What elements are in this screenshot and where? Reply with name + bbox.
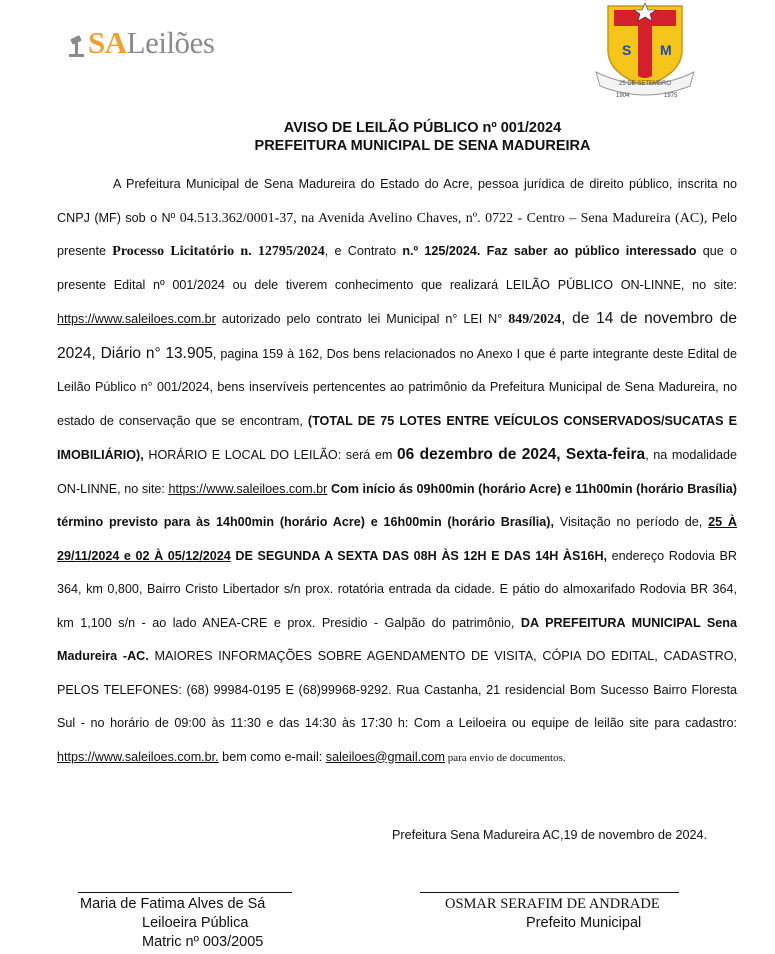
- document-subtitle: PREFEITURA MUNICIPAL DE SENA MADUREIRA: [254, 138, 591, 154]
- site-link-1[interactable]: https://www.saleiloes.com.br: [57, 312, 216, 326]
- signature-line-left: [78, 892, 292, 893]
- crest-letter-m: M: [660, 42, 672, 58]
- crest-year-left: 1904: [616, 93, 630, 99]
- site-link-2[interactable]: https://www.saleiloes.com.br: [168, 481, 328, 496]
- auctioneer-name: Maria de Fatima Alves de Sá: [80, 896, 266, 912]
- email-link[interactable]: saleiloes@gmail.com: [325, 749, 445, 764]
- crest-letter-s: S: [622, 42, 632, 58]
- saleiloes-logo: [68, 18, 214, 58]
- crest-ribbon-text: 25 DE SETEMBRO: [618, 81, 672, 87]
- notice-body: [57, 168, 737, 775]
- mayor-name: OSMAR SERAFIM DE ANDRADE: [445, 896, 660, 912]
- notice-paragraph: A Prefeitura Municipal de Sena Madureira do Estado do Acre, pessoa jurídica de direito público, inscrita no CNPJ (MF) sob o Nº 04.513.362/0001-37, na Avenida Avelino Chaves, nº. 0722 - Centro – Sena Madureira (AC), Pelo presente Processo Licitatório n. 12795/2024, e Contrato n.º 125/2024. Faz saber ao público interessado que o presente Edital nº 001/2024 ou dele tiverem conhecimento que realizará LEILÃO PÚBLICO ON-LINNE, no site: https://www.saleiloes.com.br autorizado pelo contrato lei Municipal n° LEI N° 849/2024, de 14 de novembro de 2024, Diário n° 13.905, pagina 159 à 162, Dos bens relacionados no Anexo I que é parte integrante deste Edital de Leilão Público n° 001/2024, bens inservíveis pertencentes ao patrimônio da Prefeitura Municipal de Sena Madureira, no estado de conservação que se encontram, (TOTAL DE 75 LOTES ENTRE VEÍCULOS CONSERVADOS/SUCATAS E IMOBILIÁRIO), HORÁRIO E LOCAL DO LEILÃO: será em 06 dezembro de 2024, Sexta-feira, na modalidade ON-LINNE, no site: https://www.saleiloes.com.br Com início ás 09h00min (horário Acre) e 11h00min (horário Brasília) término previsto para às 14h00min (horário Acre) e 16h00min (horário Brasília), Visitação no período de, 25 À 29/11/2024 e 02 À 05/12/2024 DE SEGUNDA A SEXTA DAS 08H ÀS 12H E DAS 14H ÀS16H, endereço Rodovia BR 364, km 0,800, Bairro Cristo Libertador s/n prox. rotatória entrada da cidade. E pátio do almoxarifado Rodovia BR 364, km 1,100 s/n - ao lado ANEA-CRE e prox. Presidio - Galpão do patrimônio, DA PREFEITURA MUNICIPAL Sena Madureira -AC. MAIORES INFORMAÇÕES SOBRE AGENDAMENTO DE VISITA, CÓPIA DO EDITAL, CADASTRO, PELOS TELEFONES: (68) 99984-0195 E (68)99968-9292. Rua Castanha, 21 residencial Bom Sucesso Bairro Floresta Sul - no horário de 09:00 às 11:30 e das 14:30 às 17:30 h: Com a Leiloeira ou equipe de leilão site para cadastro: https://www.saleiloes.com.br. bem como e-mail: saleiloes@gmail.com para envio de documentos.: [57, 177, 738, 764]
- auctioneer-role: Leiloeira Pública: [142, 915, 249, 931]
- site-link-3[interactable]: https://www.saleiloes.com.br.: [57, 749, 219, 764]
- municipal-crest: [586, 0, 704, 104]
- crest-year-right: 1975: [664, 93, 678, 99]
- signature-line-right: [420, 892, 679, 893]
- gavel-icon: [68, 34, 86, 58]
- logo-suffix: Leilões: [126, 25, 215, 60]
- place-date: Prefeitura Sena Madureira AC,19 de novembro de 2024.: [392, 828, 708, 842]
- document-title: AVISO DE LEILÃO PÚBLICO nº 001/2024: [283, 120, 562, 136]
- logo-prefix: SA: [88, 25, 127, 60]
- auctioneer-registration: Matric nº 003/2005: [142, 934, 264, 950]
- mayor-role: Prefeito Municipal: [526, 915, 642, 931]
